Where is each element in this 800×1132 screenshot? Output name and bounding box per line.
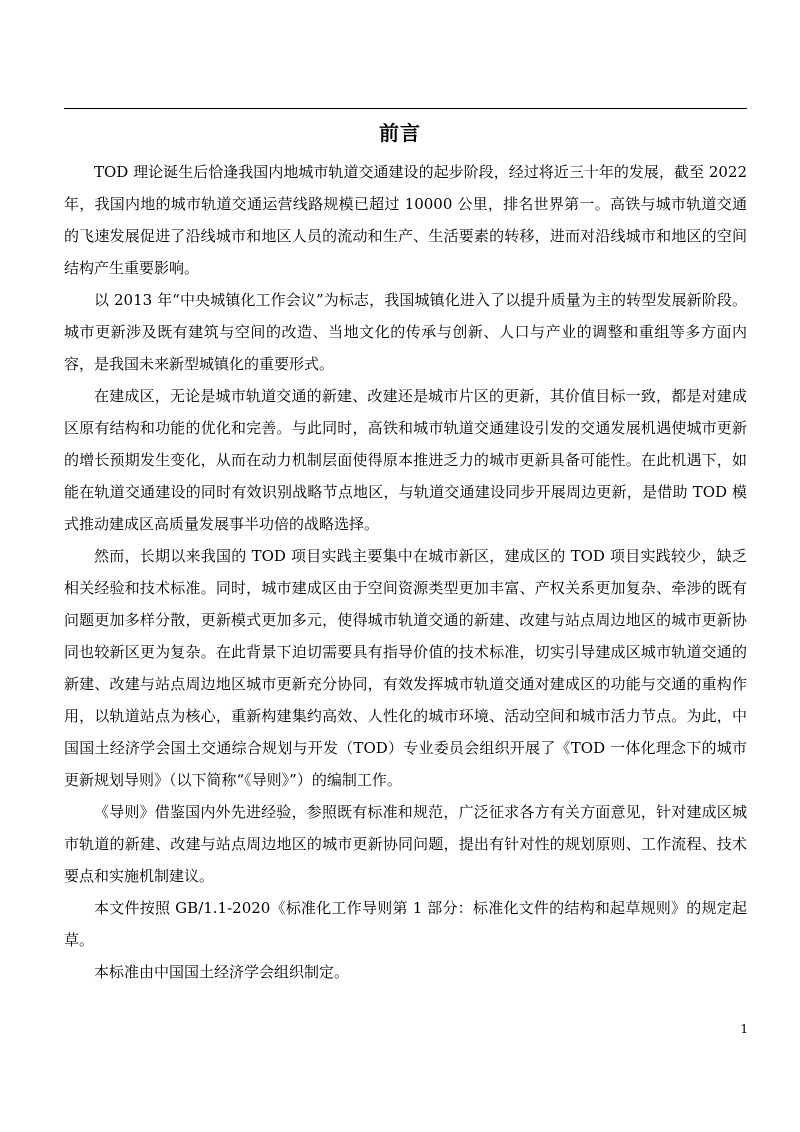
paragraph: TOD 理论诞生后恰逢我国内地城市轨道交通建设的起步阶段，经过将近三十年的发展，截至 2022 年，我国内地的城市轨道交通运营线路规模已超过 10000 公里，排名世界第一。高铁与城市轨道交通的飞速发展促进了沿线城市和地区人员的流动和生产、生活要素的转移，进而对沿线城市和地区的空间结构产生重要影响。: [64, 163, 747, 277]
page-number: 1: [740, 1022, 748, 1036]
paragraph: 以 2013 年“中央城镇化工作会议”为标志，我国城镇化进入了以提升质量为主的转型发展新阶段。城市更新涉及既有建筑与空间的改造、当地文化的传承与创新、人口与产业的调整和重组等多方面内容，是我国未来新型城镇化的重要形式。: [64, 291, 747, 373]
preface-body: [64, 156, 747, 988]
paragraph: 本文件按照 GB/1.1-2020《标准化工作导则第 1 部分：标准化文件的结构和起草规则》的规定起草。: [64, 899, 747, 949]
paragraph: 本标准由中国国土经济学会组织制定。: [94, 963, 350, 981]
paragraph: 《导则》借鉴国内外先进经验，参照既有标准和规范，广泛征求各方有关方面意见，针对建成区城市轨道的新建、改建与站点周边地区的城市更新协同问题，提出有针对性的规划原则、工作流程、技术要点和实施机制建议。: [64, 803, 747, 885]
page-title: 前言: [379, 121, 421, 145]
header-rule: [64, 108, 747, 109]
paragraph: 在建成区，无论是城市轨道交通的新建、改建还是城市片区的更新，其价值目标一致，都是对建成区原有结构和功能的优化和完善。与此同时，高铁和城市轨道交通建设引发的交通发展机遇使城市更新的增长预期发生变化，从而在动力机制层面使得原本推进乏力的城市更新具备可能性。在此机遇下，如能在轨道交通建设的同时有效识别战略节点地区，与轨道交通建设同步开展周边更新，是借助 TOD 模式推动建成区高质量发展事半功倍的战略选择。: [64, 387, 747, 533]
paragraph: 然而，长期以来我国的 TOD 项目实践主要集中在城市新区，建成区的 TOD 项目实践较少，缺乏相关经验和技术标准。同时，城市建成区由于空间资源类型更加丰富、产权关系更加复杂、牵涉的既有问题更加多样分散，更新模式更加多元，使得城市轨道交通的新建、改建与站点周边地区的城市更新协同也较新区更为复杂。在此背景下迫切需要具有指导价值的技术标准，切实引导建成区城市轨道交通的新建、改建与站点周边地区城市更新充分协同，有效发挥城市轨道交通对建成区的功能与交通的重构作用，以轨道站点为核心，重新构建集约高效、人性化的城市环境、活动空间和城市活力节点。为此，中国国土经济学会国土交通综合规划与开发（TOD）专业委员会组织开展了《TOD 一体化理念下的城市更新规划导则》（以下简称“《导则》”）的编制工作。: [64, 547, 747, 789]
